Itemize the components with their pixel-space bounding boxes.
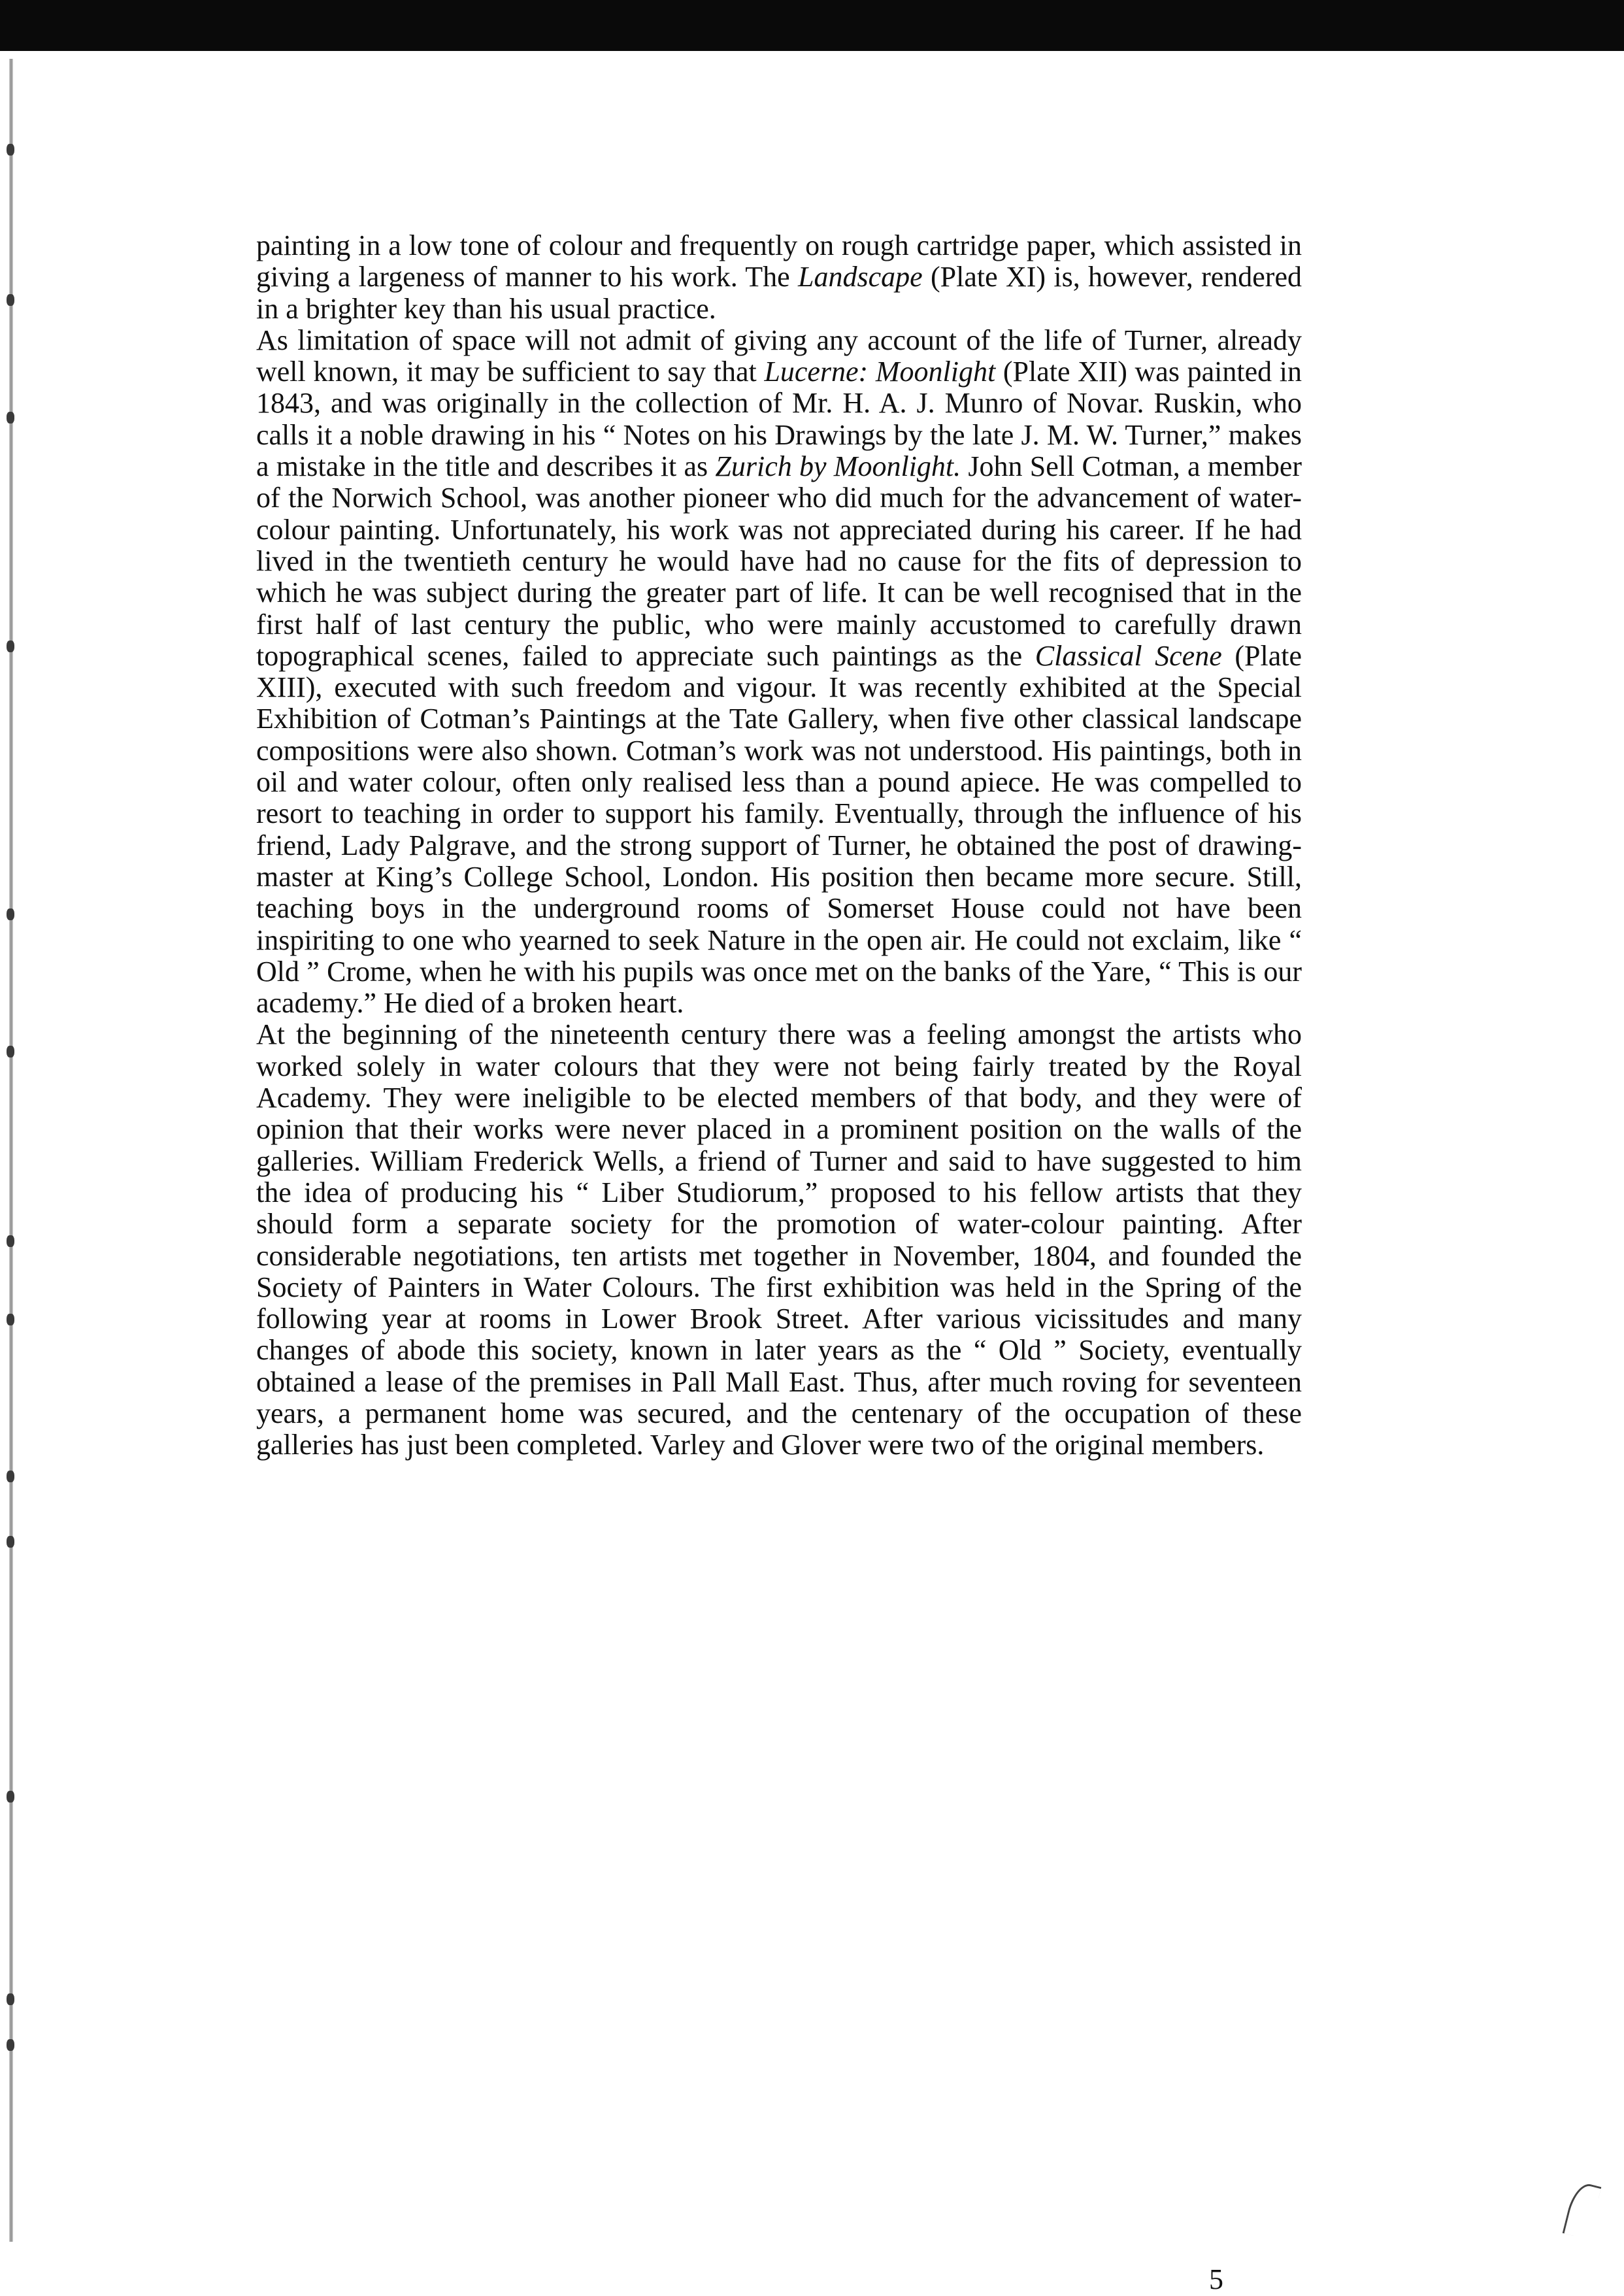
text-run: At the beginning of the nineteenth century there was a feeling amongst the artists who worked solely in water colours that they were not being fairly treated by the Royal Academy. They were ineligible to be elected members of that body, and they were of opinion that their works were never placed in a prominent position on the walls of the galleries. William Frederick Wells, a friend of Turner and said to have suggested to him the idea of producing his “ Liber Studiorum,” proposed to his fellow artists that they should form a separate society for the promotion of water-colour painting. After considerable negotiations, ten artists met together in November, 1804, and founded the Society of Painters in Water Colours. The first exhibition was held in the Spring of the following year at rooms in Lower Brook Street. After various vicissitudes and many changes of abode this society, known in later years as the “ Old ” Society, eventually obtained a lease of the premises in Pall Mall East. Thus, after much roving for seventeen years, a permanent home was secured, and the centenary of the occupation of these galleries has just been completed. Varley and Glover were two of the original members. [256, 1018, 1302, 1461]
paragraph [256, 1019, 1302, 1461]
edge-speck [7, 1536, 14, 1548]
edge-speck [7, 2039, 14, 2051]
text-run: (Plate XIII), executed with such freedom and vigour. It was recently exhibited at the Special Exhibition of Cotman’s Paintings at the Tate Gallery, when five other classical landscape compositions were also shown. Cotman’s work was not understood. His paintings, both in oil and water colour, often only realised less than a pound apiece. He was compelled to resort to teaching in order to support his family. Eventually, through the influence of his friend, Lady Palgrave, and the strong support of Turner, he obtained the post of drawing-master at King’s College School, London. His position then became more secure. Still, teaching boys in the underground rooms of Somerset House could not have been inspiriting to one who yearned to seek Nature in the open air. He could not exclaim, like “ Old ” Crome, when he with his pupils was once met on the banks of the Yare, “ This is our academy.” He died of a broken heart. [256, 639, 1302, 1020]
italic-title: Classical Scene [1035, 639, 1222, 672]
text-run: painting in a low tone of colour and frequently on rough cartridge paper, which assisted in giving a largeness of manner to his work. The [256, 229, 1302, 293]
edge-speck [7, 1993, 14, 2005]
edge-speck [7, 1046, 14, 1057]
text-run: (Plate XII) was painted in 1843, and was originally in the collection of Mr. H. A. J. Munro of Novar. Ruskin, who calls it a noble drawing in his “ Notes on his Drawings by the late J. M. W. Turner,” makes a mistake in the title and describes it as [256, 356, 1302, 483]
italic-title: Landscape [798, 261, 923, 293]
scan-top-border [0, 0, 1624, 51]
italic-title: Zurich by Moonlight. [715, 450, 961, 483]
edge-speck [7, 1235, 14, 1247]
scan-left-edge [9, 59, 13, 2242]
edge-speck [7, 908, 14, 920]
text-run: As limitation of space will not admit of giving any account of the life of Turner, already well known, it may be sufficient to say that [256, 324, 1302, 388]
edge-speck [7, 144, 14, 156]
edge-speck [7, 412, 14, 424]
edge-speck [7, 641, 14, 652]
edge-speck [7, 294, 14, 306]
edge-speck [7, 1314, 14, 1325]
edge-speck [7, 1791, 14, 1803]
body-text [256, 230, 1302, 1461]
italic-title: Lucerne: Moonlight [764, 356, 996, 388]
text-run: John Sell Cotman, a member of the Norwich School, was another pioneer who did much for the advancement of water-colour painting. Unfortunately, his work was not appreciated during his career. If he had lived in the twentieth century he would have had no cause for the fits of depression to which he was subject during the greater part of life. It can be well recognised that in the first half of last century the public, who were mainly accustomed to carefully drawn topographical scenes, failed to appreciate such paintings as the [256, 450, 1302, 672]
paragraph [256, 325, 1302, 1020]
edge-speck [7, 1471, 14, 1482]
page-number: 5 [1209, 2263, 1223, 2295]
paragraph [256, 230, 1302, 325]
corner-pencil-mark [1563, 2180, 1602, 2239]
text-run: (Plate XI) is, however, rendered in a brighter key than his usual practice. [256, 261, 1302, 325]
